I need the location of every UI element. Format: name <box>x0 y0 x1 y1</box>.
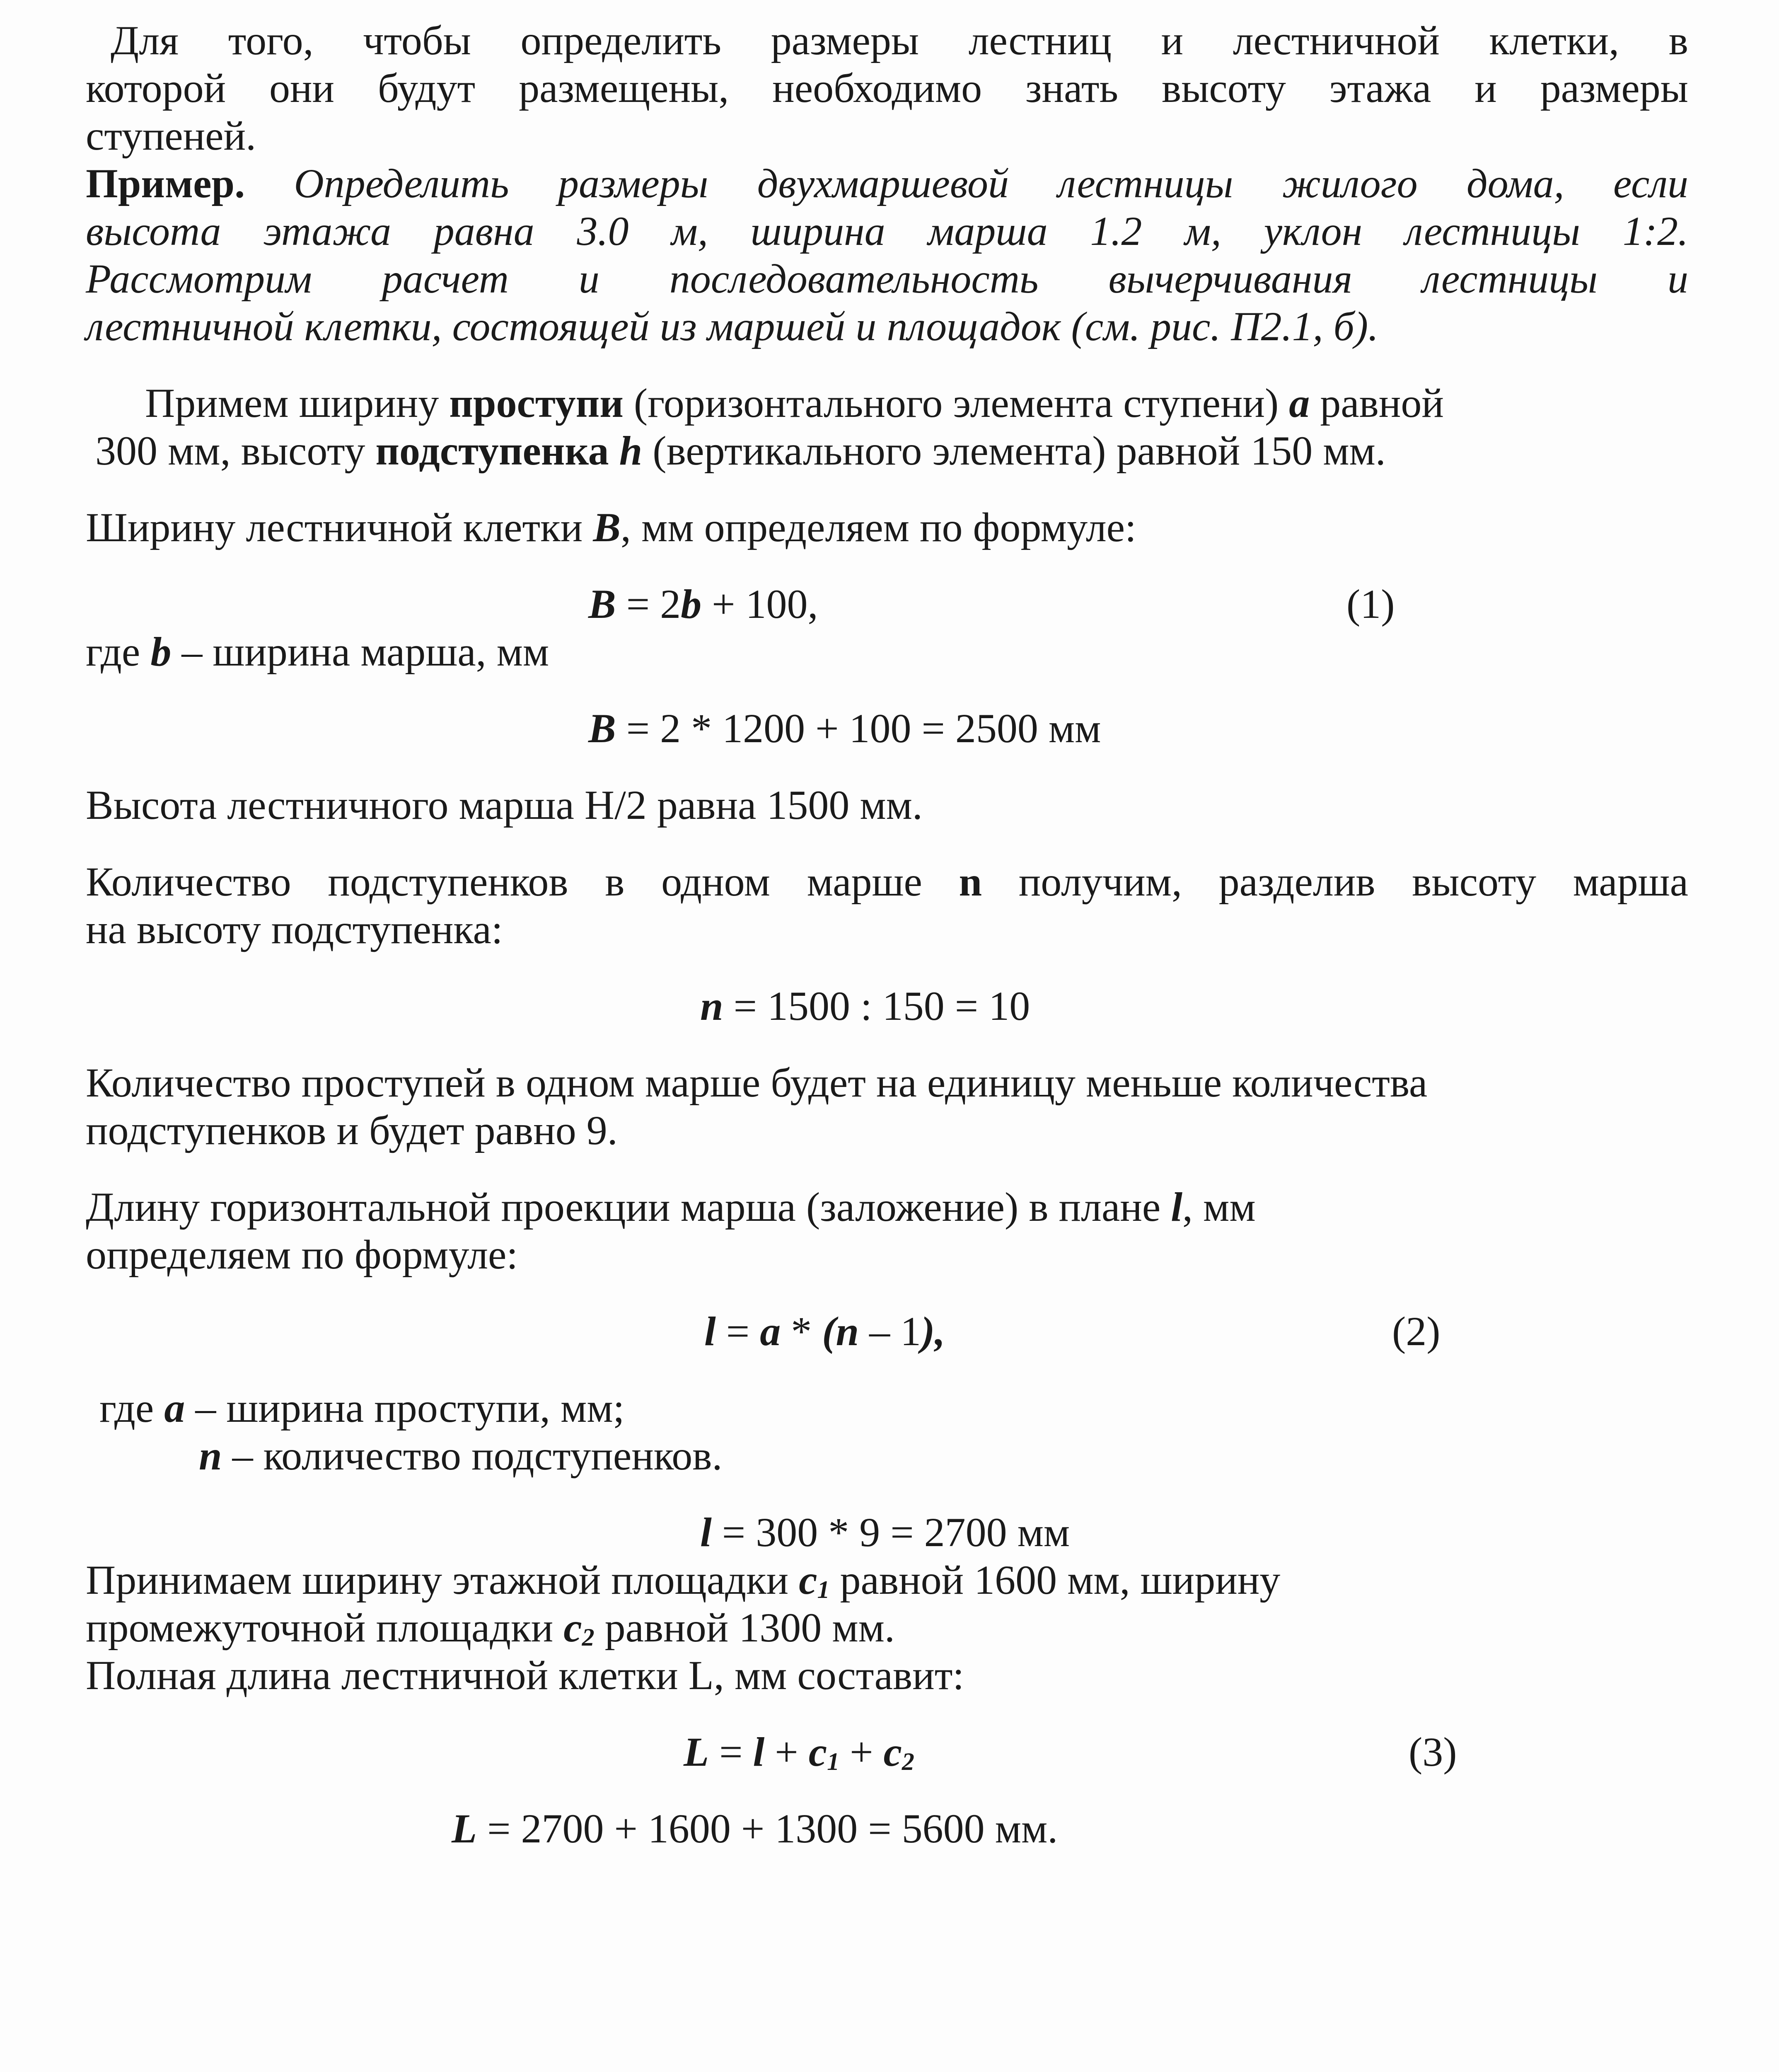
text-segment: равной 1600 мм, ширину <box>829 1557 1281 1603</box>
text-line: высота этажа равна 3.0 м, ширина марша 1.2 м, уклон лестницы 1:2. <box>86 208 1688 254</box>
text-line: определяем по формуле: <box>86 1232 518 1278</box>
text-segment: Длину горизонтальной проекции марша (заложение) в плане <box>86 1184 1171 1230</box>
subscript: 1 <box>827 1748 840 1775</box>
text-segment: равной <box>1310 380 1444 426</box>
text-segment: – 1 <box>859 1308 921 1354</box>
text-segment: = 300 * 9 = 2700 мм <box>711 1509 1070 1555</box>
calculation-4 <box>86 1805 1688 1852</box>
variable: L <box>684 1729 709 1775</box>
text-line: Рассмотрим расчет и последовательность вычерчивания лестницы и <box>86 256 1688 302</box>
text-segment: , мм определяем по формуле: <box>621 504 1136 550</box>
text-segment: где <box>99 1385 164 1431</box>
text-segment: = 1500 : 150 = 10 <box>723 983 1030 1029</box>
text-segment: = <box>709 1729 753 1775</box>
variable: n <box>700 983 723 1029</box>
variable: l <box>704 1308 716 1354</box>
text-segment: Примем ширину <box>145 380 450 426</box>
text-line <box>86 379 1688 427</box>
text-segment: – ширина проступи, мм; <box>185 1385 625 1431</box>
text-segment: + <box>764 1729 809 1775</box>
calculation-2 <box>86 982 1688 1030</box>
variable: a <box>1289 380 1310 426</box>
text-segment: = 2 <box>616 581 681 627</box>
text-segment: где <box>86 629 151 675</box>
text-line <box>86 858 1688 905</box>
text-segment: Ширину лестничной клетки <box>86 504 593 550</box>
equation-number: (2) <box>1392 1308 1441 1354</box>
variable: L <box>452 1806 477 1852</box>
text-segment: (вертикального элемента) равной 150 мм. <box>642 428 1386 474</box>
text-line: ступеней. <box>86 113 256 159</box>
formula-1 <box>86 580 1688 628</box>
equation-number: (1) <box>1346 581 1395 627</box>
variable: B <box>588 705 616 751</box>
text-segment: + 100, <box>701 581 818 627</box>
text-segment: Определить размеры двухмаршевой лестницы жилого дома, если <box>294 160 1689 206</box>
variable: a <box>164 1385 185 1431</box>
text-line: Полная длина лестничной клетки L, мм составит: <box>86 1652 964 1698</box>
text-segment: = 2700 + 1600 + 1300 = 5600 мм. <box>477 1806 1058 1852</box>
variable: l <box>700 1509 712 1555</box>
term: подступенка <box>375 428 619 474</box>
subscript: 2 <box>902 1748 914 1775</box>
text-segment: ), <box>921 1308 945 1354</box>
text-segment: – ширина марша, мм <box>171 629 549 675</box>
text-segment: = <box>715 1308 760 1354</box>
variable: c <box>563 1605 582 1651</box>
text-segment: промежуточной площадки <box>86 1605 564 1651</box>
variable: a <box>760 1308 781 1354</box>
formula-2 <box>86 1307 1688 1355</box>
variable: l <box>753 1729 765 1775</box>
text-segment: , мм <box>1182 1184 1256 1230</box>
variable: b <box>681 581 702 627</box>
variable: n <box>959 859 982 905</box>
variable: B <box>593 504 621 550</box>
text-segment: Принимаем ширину этажной площадки <box>86 1557 799 1603</box>
text-line <box>86 427 1688 474</box>
text-line: подступенков и будет равно 9. <box>86 1107 618 1153</box>
text-line: Количество проступей в одном марше будет на единицу меньше количества <box>86 1060 1428 1106</box>
text-line <box>86 1183 1688 1231</box>
text-segment: 300 мм, высоту <box>95 428 376 474</box>
text-line <box>86 503 1688 551</box>
variable: (n <box>822 1308 859 1354</box>
example-label: Пример. <box>86 160 245 206</box>
subscript: 1 <box>817 1576 830 1603</box>
text-segment: Количество подступенков в одном марше <box>86 859 959 905</box>
text-line <box>86 1432 1688 1479</box>
text-line <box>86 628 1688 675</box>
text-line: которой они будут размещены, необходимо знать высоту этажа и размеры <box>86 65 1688 111</box>
term: проступи <box>449 380 624 426</box>
text-line: на высоту подступенка: <box>86 906 503 952</box>
text-segment: * <box>781 1308 822 1354</box>
subscript: 2 <box>582 1624 595 1651</box>
text-line <box>86 1384 1688 1432</box>
text-line <box>86 1604 1688 1651</box>
text-line <box>86 1556 1688 1604</box>
variable: c <box>883 1729 902 1775</box>
formula-3 <box>86 1728 1688 1776</box>
variable: c <box>808 1729 827 1775</box>
text-line <box>86 160 1688 207</box>
text-line: лестничной клетки, состоящей из маршей и площадок (см. рис. П2.1, б). <box>86 303 1379 349</box>
variable: c <box>799 1557 817 1603</box>
variable: B <box>588 581 616 627</box>
text-segment: получим, разделив высоту марша <box>982 859 1688 905</box>
variable: n <box>199 1433 222 1479</box>
text-line: Для того, чтобы определить размеры лестниц и лестничной клетки, в <box>111 17 1688 63</box>
text-segment: – количество подступенков. <box>222 1433 723 1479</box>
variable: l <box>1171 1184 1183 1230</box>
calculation-1 <box>86 704 1688 752</box>
text-segment: + <box>839 1729 884 1775</box>
text-segment: (горизонтального элемента ступени) <box>623 380 1289 426</box>
text-segment: равной 1300 мм. <box>594 1605 895 1651</box>
variable: h <box>619 428 643 474</box>
text-segment: = 2 * 1200 + 100 = 2500 мм <box>616 705 1101 751</box>
calculation-3 <box>86 1508 1688 1556</box>
text-line: Высота лестничного марша Н/2 равна 1500 мм. <box>86 782 923 828</box>
example-paragraph <box>0 160 1779 350</box>
intro-paragraph <box>0 17 1779 160</box>
variable: b <box>150 629 172 675</box>
equation-number: (3) <box>1409 1729 1457 1775</box>
